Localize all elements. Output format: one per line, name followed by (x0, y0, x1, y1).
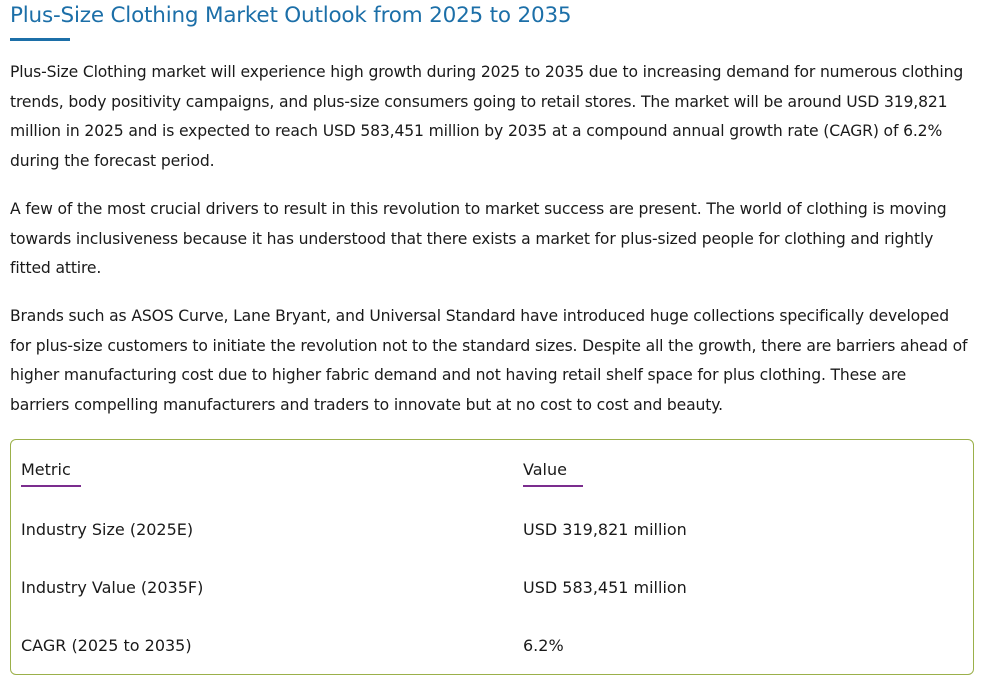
table-header-metric-underline (21, 485, 81, 487)
page-title: Plus-Size Clothing Market Outlook from 2025 to 2035 (10, 3, 572, 28)
table-row-metric: CAGR (2025 to 2035) (21, 636, 192, 655)
table-header-value-underline (523, 485, 583, 487)
metrics-table (10, 439, 974, 675)
title-underline (10, 38, 70, 41)
table-row-value: 6.2% (523, 636, 564, 655)
table-header-value: Value (523, 460, 567, 479)
table-row-value: USD 319,821 million (523, 520, 687, 539)
table-row-metric: Industry Size (2025E) (21, 520, 194, 539)
table-header-metric: Metric (21, 460, 71, 479)
table-row-metric: Industry Value (2035F) (21, 578, 204, 597)
paragraph-brands: Brands such as ASOS Curve, Lane Bryant, and Universal Standard have introduced huge collections specifically developed for plus-size customers to initiate the revolution not to the standard sizes. Despite all the growth, there are barriers ahead of higher manufacturing cost due to higher fabric demand and not having retail shelf space for plus clothing. These are barriers compelling manufacturers and traders to innovate but at no cost to cost and beauty. (10, 307, 968, 415)
table-row-value: USD 583,451 million (523, 578, 687, 597)
paragraph-intro: Plus-Size Clothing market will experience high growth during 2025 to 2035 due to increasing demand for numerous clothing trends, body positivity campaigns, and plus-size consumers going to retail stores. The market will be around USD 319,821 million in 2025 and is expected to reach USD 583,451 million by 2035 at a compound annual growth rate (CAGR) of 6.2% during the forecast period. (10, 63, 964, 171)
paragraph-drivers: A few of the most crucial drivers to result in this revolution to market success are present. The world of clothing is moving towards inclusiveness because it has understood that there exists a market for plus-sized people for clothing and rightly fitted attire. (10, 200, 947, 278)
